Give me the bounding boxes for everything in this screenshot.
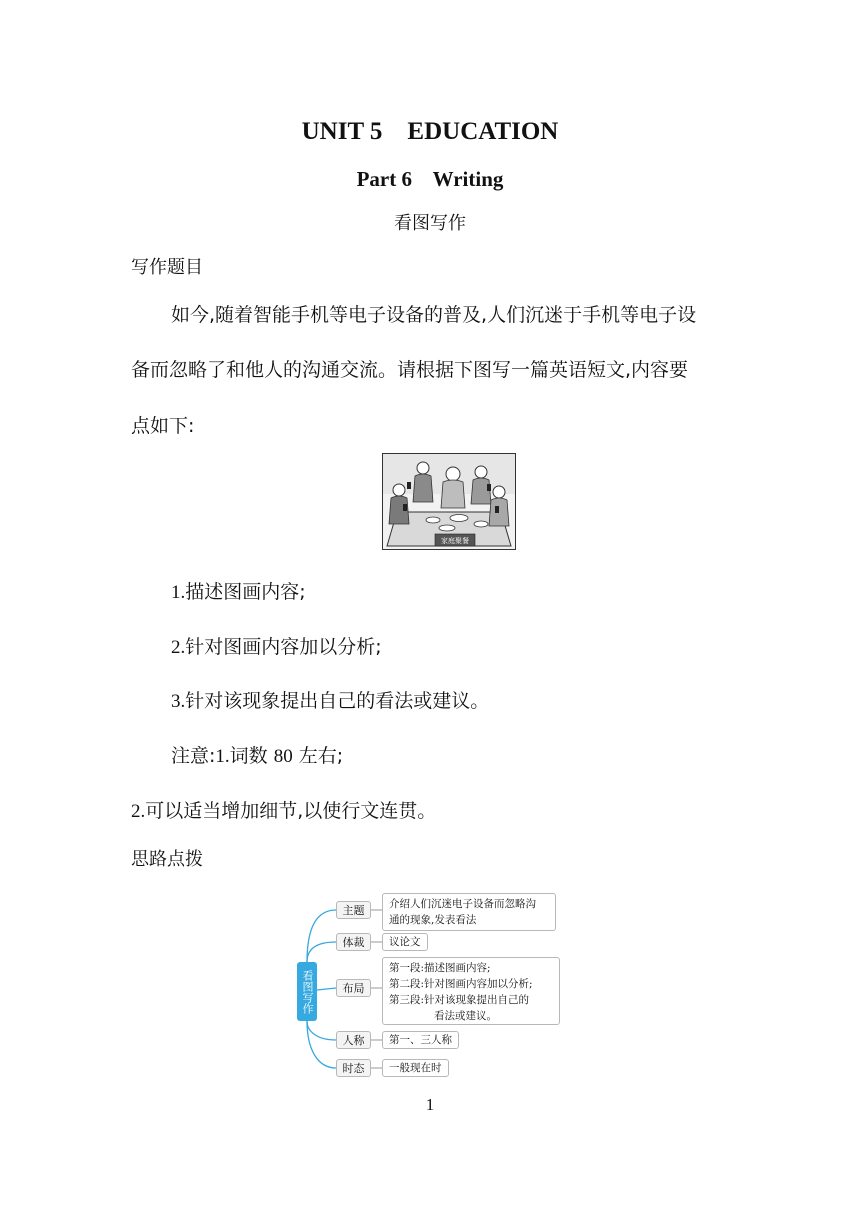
branch-text-genre: 议论文 (382, 933, 428, 951)
family-dinner-illustration (382, 453, 516, 550)
point-3 (171, 686, 489, 713)
note-1 (171, 741, 343, 768)
structure-line-3: 第三段:针对该现象提出自己的 (389, 994, 530, 1006)
guide-heading: 思路点拨 (131, 849, 203, 870)
mind-map-root: 看图写作 (297, 962, 317, 1021)
note-2 (131, 796, 436, 823)
branch-label-topic: 主题 (336, 901, 371, 919)
point-1 (171, 577, 306, 604)
part-title: Part 6 Writing (356, 167, 504, 191)
structure-line-1: 第一段:描述图画内容; (389, 962, 491, 974)
prompt-line-1: 如今,随着智能手机等电子设备的普及,人们沉迷于手机等电子设 (171, 304, 697, 326)
note-1-count: 80 (273, 746, 293, 767)
point-2-num: 2. (171, 637, 186, 658)
branch-text-topic (382, 893, 556, 931)
structure-line-4: 看法或建议。 (434, 1010, 497, 1022)
point-1-num: 1. (171, 582, 186, 603)
branch-label-tense: 时态 (336, 1059, 371, 1077)
point-1-text: 描述图画内容; (185, 581, 306, 603)
note-2-num: 2. (131, 801, 146, 822)
prompt-heading: 写作题目 (131, 257, 203, 278)
family-dinner-drawing (383, 454, 515, 549)
branch-text-tense: 一般现在时 (382, 1059, 449, 1077)
note-2-text: 可以适当增加细节,以使行文连贯。 (145, 800, 437, 822)
branch-label-person: 人称 (336, 1031, 371, 1049)
branch-label-structure: 布局 (336, 979, 371, 997)
point-2-text: 针对图画内容加以分析; (185, 636, 382, 658)
point-3-num: 3. (171, 691, 186, 712)
note-1-num: 1. (215, 746, 230, 767)
page-number: 1 (425, 1095, 435, 1114)
illustration-caption: 家庭聚餐 (441, 537, 469, 545)
topic-line-1: 介绍人们沉迷电子设备而忽略沟 (389, 898, 536, 910)
branch-text-structure (382, 957, 560, 1025)
note-1-text-b: 左右; (292, 745, 344, 767)
note-1-text-a: 词数 (229, 745, 274, 767)
structure-line-2: 第二段:针对图画内容加以分析; (389, 978, 533, 990)
branch-text-person: 第一、三人称 (382, 1031, 459, 1049)
section-title: 看图写作 (394, 213, 466, 234)
unit-title: UNIT 5 EDUCATION (301, 118, 559, 145)
topic-line-2: 通的现象,发表看法 (389, 914, 477, 926)
point-2 (171, 632, 382, 659)
point-3-text: 针对该现象提出自己的看法或建议。 (185, 690, 490, 712)
note-label: 注意: (171, 745, 216, 767)
prompt-line-2: 备而忽略了和他人的沟通交流。请根据下图写一篇英语短文,内容要 (131, 359, 689, 381)
prompt-line-3: 点如下: (131, 415, 195, 437)
branch-label-genre: 体裁 (336, 933, 371, 951)
